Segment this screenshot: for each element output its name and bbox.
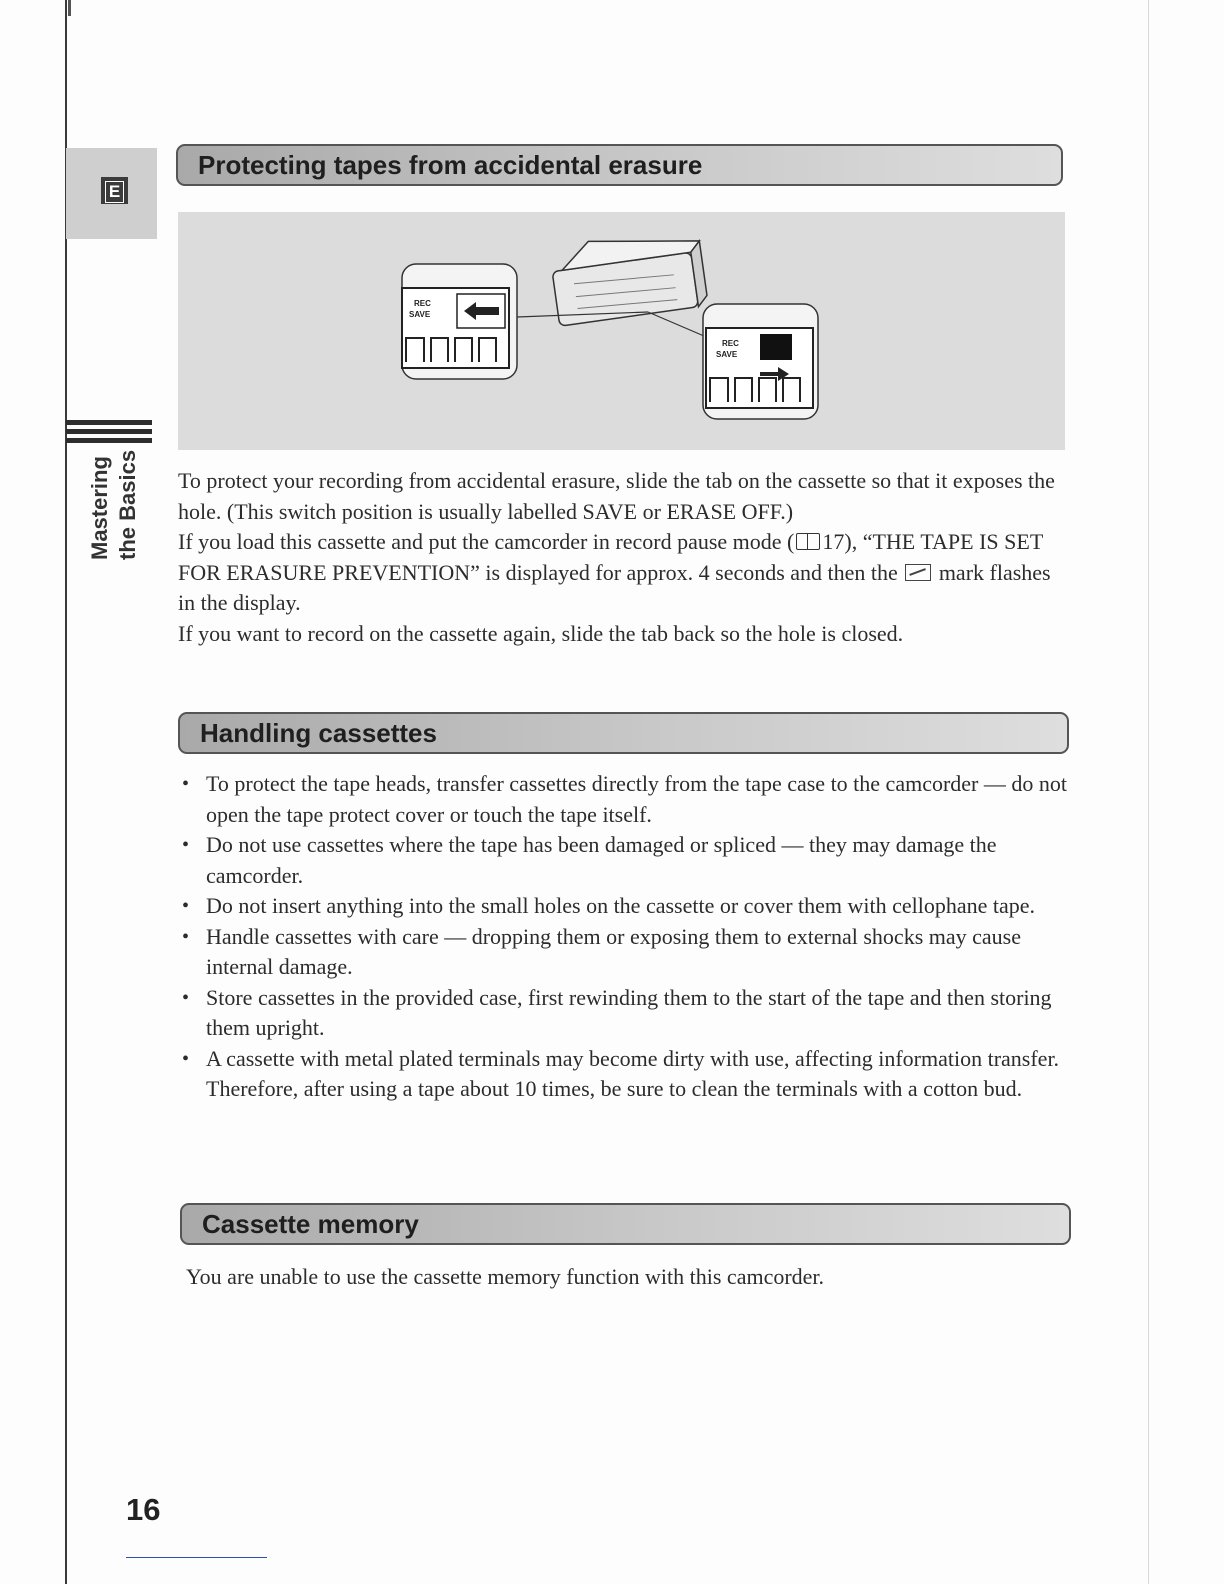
tape-protect-icon bbox=[905, 564, 931, 581]
page-edge-mark bbox=[68, 0, 71, 16]
svg-text:REC: REC bbox=[414, 299, 431, 308]
section-label: Mastering the Basics bbox=[87, 449, 140, 560]
section-header-handling: Handling cassettes bbox=[178, 712, 1069, 754]
list-item: • A cassette with metal plated terminals may become dirty with use, affecting information transfer. Therefore, after using a tape about 10 times, be sure to clean the terminals with a cotton bud. bbox=[182, 1045, 1060, 1101]
list-item: • Store cassettes in the provided case, first rewinding them to the start of the tape and then storing them upright. bbox=[182, 984, 1052, 1040]
list-item: • Do not use cassettes where the tape has been damaged or spliced — they may damage the camcorder. bbox=[182, 832, 997, 888]
section-header-protect: Protecting tapes from accidental erasure bbox=[176, 144, 1063, 186]
book-reference-icon bbox=[796, 533, 820, 550]
svg-text:SAVE: SAVE bbox=[716, 350, 738, 359]
footer-rule bbox=[126, 1557, 267, 1558]
cassette-illustration bbox=[178, 212, 1065, 450]
protect-text: To protect your recording from accidental erasure, slide the tab on the cassette so that it exposes the hole. (This switch position is usually labelled SAVE or ERASE OFF.) If you load this cassette and put the camcorder in record pause mode ( 17), “THE TAPE IS SET FOR ERASURE PREVENTION” is displayed for approx. 4 seconds and then the mark flashes in the display. If you want to record on the cassette again, slide the tab back so the hole is closed. bbox=[178, 468, 1055, 646]
cassette-diagram bbox=[178, 212, 1065, 450]
page-edge-right bbox=[1148, 0, 1149, 1584]
language-badge: E bbox=[101, 177, 128, 204]
memory-text: You are unable to use the cassette memory function with this camcorder. bbox=[186, 1264, 825, 1289]
section-header-memory: Cassette memory bbox=[180, 1203, 1071, 1245]
svg-text:REC: REC bbox=[722, 339, 739, 348]
list-item: • Handle cassettes with care — dropping them or exposing them to external shocks may cause internal damage. bbox=[182, 923, 1021, 979]
list-item: • To protect the tape heads, transfer cassettes directly from the tape case to the camcorder — do not open the tape protect cover or touch the tape itself. bbox=[182, 771, 1067, 827]
page-number: 16 bbox=[126, 1492, 161, 1527]
svg-text:SAVE: SAVE bbox=[409, 310, 431, 319]
list-item: • Do not insert anything into the small holes on the cassette or cover them with cellophane tape. bbox=[182, 893, 1036, 918]
handling-list bbox=[180, 769, 1070, 1105]
